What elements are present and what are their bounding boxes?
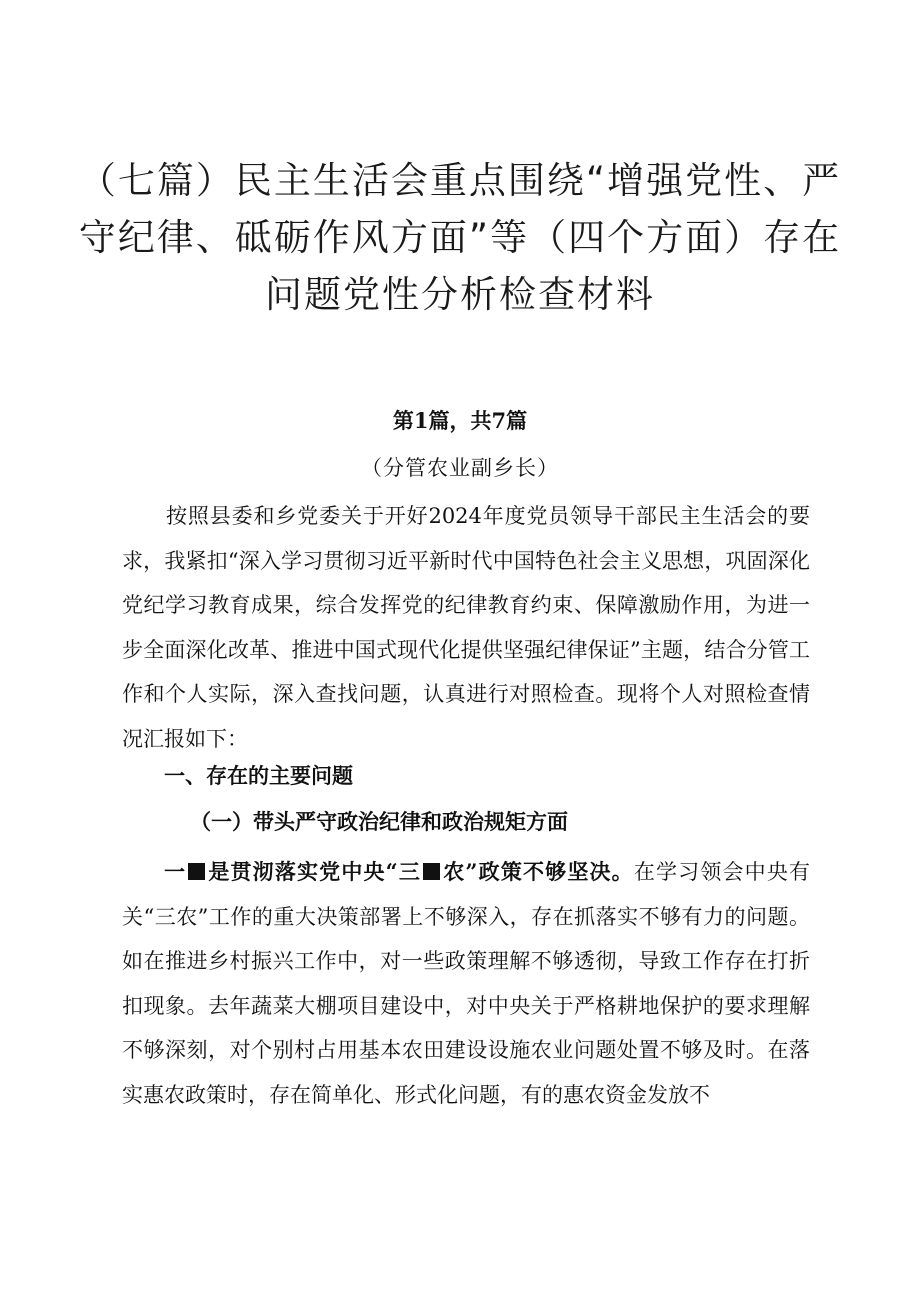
redaction-block (188, 863, 205, 880)
subsection-heading: （一）带头严守政治纪律和政治规矩方面 (190, 809, 568, 834)
point-lead-part3: 农”政策不够坚决。 (442, 859, 634, 884)
section-heading: 一、存在的主要问题 (164, 764, 353, 788)
point-lead (164, 859, 634, 884)
point-paragraph (122, 850, 810, 1117)
point-lead-part2: 是贯沏落实党中央“三 (207, 859, 422, 884)
author-role: （分管农业副乡长） (361, 456, 559, 480)
document-title (60, 152, 860, 323)
intro-paragraph: 按照县委和乡党委关于开好2024年度党员领导干部民主生活会的要求，我紧扣“深入学习贯彻习近平新时代中国特色社会主义思想，巩固深化党纪学习教育成果，综合发挥党的纪律教育约束、保障激励作用，为进一步全面深化改革、推进中国式现代化提供坚强纪律保证”主题，结合分管工作和个人实际，深入查找问题，认真进行对照检查。现将个人对照检查情况汇报如下： (122, 504, 810, 751)
point-body: 在学习领会中央有关“三农”工作的重大决策部署上不够深入，存在抓落实不够有力的问题。如在推进乡村振兴工作中，对一些政策理解不够透彻，导致工作存在打折扣现象。去年蔬菜大棚项目建设中，对中央关于严格耕地保护的要求理解不够深刻，对个别村占用基本农田建设设施农业问题处置不够及时。在落实惠农政策时，存在简单化、形式化问题，有的惠农资金发放不 (122, 860, 810, 1107)
title-line-2: 守纪律、砥砺作风方面”等（四个方面）存在 (78, 216, 842, 259)
point-lead-part1: 一 (164, 859, 187, 884)
redaction-block (423, 863, 440, 880)
title-line-3: 问题党性分析检查材料 (265, 273, 655, 316)
part-label: 第1篇，共7篇 (392, 408, 528, 433)
title-line-1: （七篇）民主生活会重点围绕“增强党性、严 (78, 159, 842, 202)
